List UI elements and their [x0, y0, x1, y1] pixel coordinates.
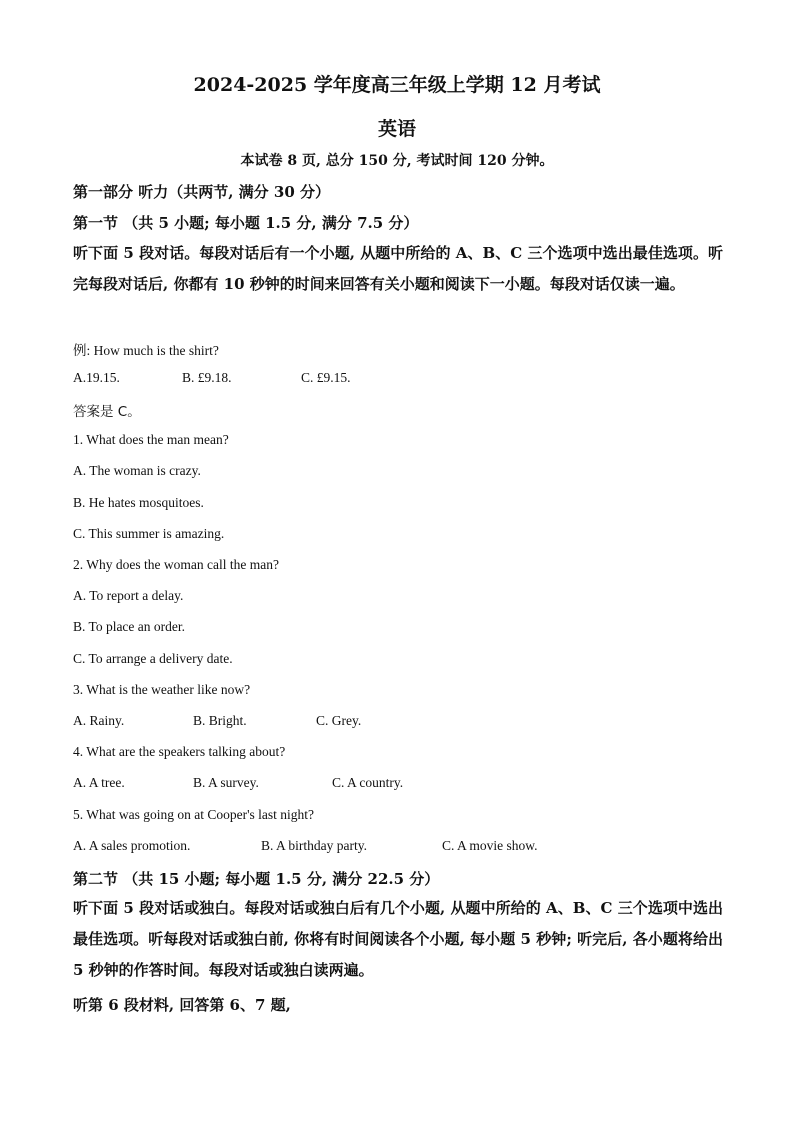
exam-title: 2024-2025 学年度高三年级上学期 12 月考试 [193, 74, 601, 96]
q1-option-b: B. He hates mosquitoes. [73, 495, 204, 510]
section1-instructions: 听下面 5 段对话。每段对话后有一个小题, 从题中所给的 A、B、C 三个选项中选出最佳选项。听完每段对话后, 你都有 10 秒钟的时间来回答有关小题和阅读下一小题。每段对话仅读一遍。 [73, 244, 723, 293]
example-option-c: C. £9.15. [301, 370, 351, 385]
q3-option-b: B. Bright. [193, 713, 247, 728]
q5-option-a: A. A sales promotion. [73, 838, 191, 853]
q4-option-a: A. A tree. [73, 775, 125, 790]
q2-option-a: A. To report a delay. [73, 588, 184, 603]
q4-option-b: B. A survey. [193, 775, 259, 790]
subject-title: 英语 [377, 118, 416, 140]
question-3: 3. What is the weather like now? [73, 682, 251, 697]
part1-title: 第一部分 听力（共两节, 满分 30 分） [73, 183, 330, 201]
q1-option-c: C. This summer is amazing. [73, 526, 225, 541]
example-answer: 答案是 C。 [73, 404, 141, 420]
q1-option-a: A. The woman is crazy. [73, 463, 201, 478]
exam-info: 本试卷 8 页, 总分 150 分, 考试时间 120 分钟。 [240, 153, 554, 169]
q5-option-b: B. A birthday party. [261, 838, 367, 853]
example-option-b: B. £9.18. [182, 370, 232, 385]
example-option-a: A.19.15. [73, 370, 120, 385]
section2-title: 第二节 （共 15 小题; 每小题 1.5 分, 满分 22.5 分） [73, 870, 440, 888]
question-5: 5. What was going on at Cooper's last night? [73, 807, 315, 822]
example-question: 例: How much is the shirt? [73, 343, 219, 358]
section1-title: 第一节 （共 5 小题; 每小题 1.5 分, 满分 7.5 分） [73, 214, 419, 232]
q2-option-c: C. To arrange a delivery date. [73, 651, 233, 666]
question-4: 4. What are the speakers talking about? [73, 744, 286, 759]
q5-option-c: C. A movie show. [442, 838, 538, 853]
q4-option-c: C. A country. [332, 775, 404, 790]
q3-option-a: A. Rainy. [73, 713, 125, 728]
section2-instructions: 听下面 5 段对话或独白。每段对话或独白后有几个小题, 从题中所给的 A、B、C 三个选项中选出最佳选项。听每段对话或独白前, 你将有时间阅读各个小题, 每小题 5 秒钟; 听完后, 各小题将给出 5 秒钟的作答时间。每段对话或独白读两遍。 [73, 899, 723, 979]
question-2: 2. Why does the woman call the man? [73, 557, 279, 572]
q2-option-b: B. To place an order. [73, 619, 186, 634]
q3-option-c: C. Grey. [316, 713, 362, 728]
section2-lead: 听第 6 段材料, 回答第 6、7 题, [73, 996, 291, 1014]
question-1: 1. What does the man mean? [73, 432, 229, 447]
